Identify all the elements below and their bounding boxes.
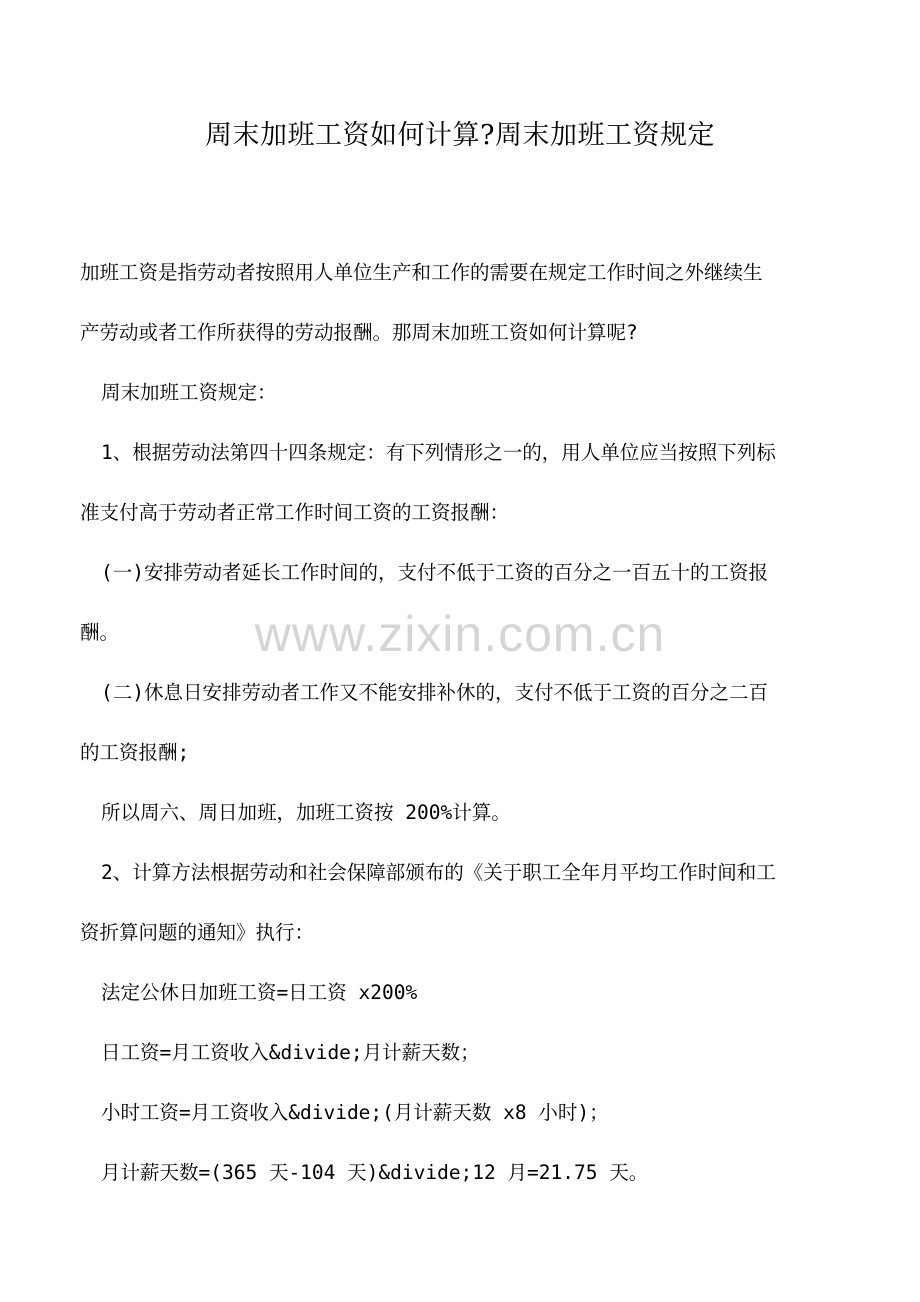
document-title: 周末加班工资如何计算?周末加班工资规定 — [205, 120, 715, 151]
paragraph-line: 加班工资是指劳动者按照用人单位生产和工作的需要在规定工作时间之外继续生 — [80, 261, 763, 284]
paragraph-line: (一)安排劳动者延长工作时间的，支付不低于工资的百分之一百五十的工资报 — [101, 561, 768, 584]
formula-line: 日工资=月工资收入&divide;月计薪天数； — [101, 1041, 480, 1064]
formula-line: 月计薪天数=(365 天-104 天)&divide;12 月=21.75 天。 — [101, 1161, 649, 1184]
paragraph-line: 资折算问题的通知》执行： — [80, 921, 315, 944]
paragraph-line: 1、根据劳动法第四十四条规定：有下列情形之一的，用人单位应当按照下列标 — [101, 441, 776, 464]
paragraph-line: 2、计算方法根据劳动和社会保障部颁布的《关于职工全年月平均工作时间和工 — [101, 861, 776, 884]
paragraph-line: 的工资报酬; — [80, 741, 190, 764]
formula-line: 法定公休日加班工资=日工资 x200% — [101, 981, 418, 1004]
section-heading: 周末加班工资规定： — [101, 381, 277, 404]
paragraph-line: 准支付高于劳动者正常工作时间工资的工资报酬： — [80, 501, 510, 524]
paragraph-line: 产劳动或者工作所获得的劳动报酬。那周末加班工资如何计算呢? — [80, 321, 638, 344]
watermark: www.zixin.com.cn — [254, 606, 666, 662]
paragraph-line: 所以周六、周日加班，加班工资按 200%计算。 — [101, 801, 511, 824]
paragraph-line: 酬。 — [80, 621, 120, 644]
paragraph-line: (二)休息日安排劳动者工作又不能安排补休的，支付不低于工资的百分之二百 — [101, 681, 768, 704]
formula-line: 小时工资=月工资收入&divide;(月计薪天数 x8 小时)； — [101, 1101, 609, 1124]
